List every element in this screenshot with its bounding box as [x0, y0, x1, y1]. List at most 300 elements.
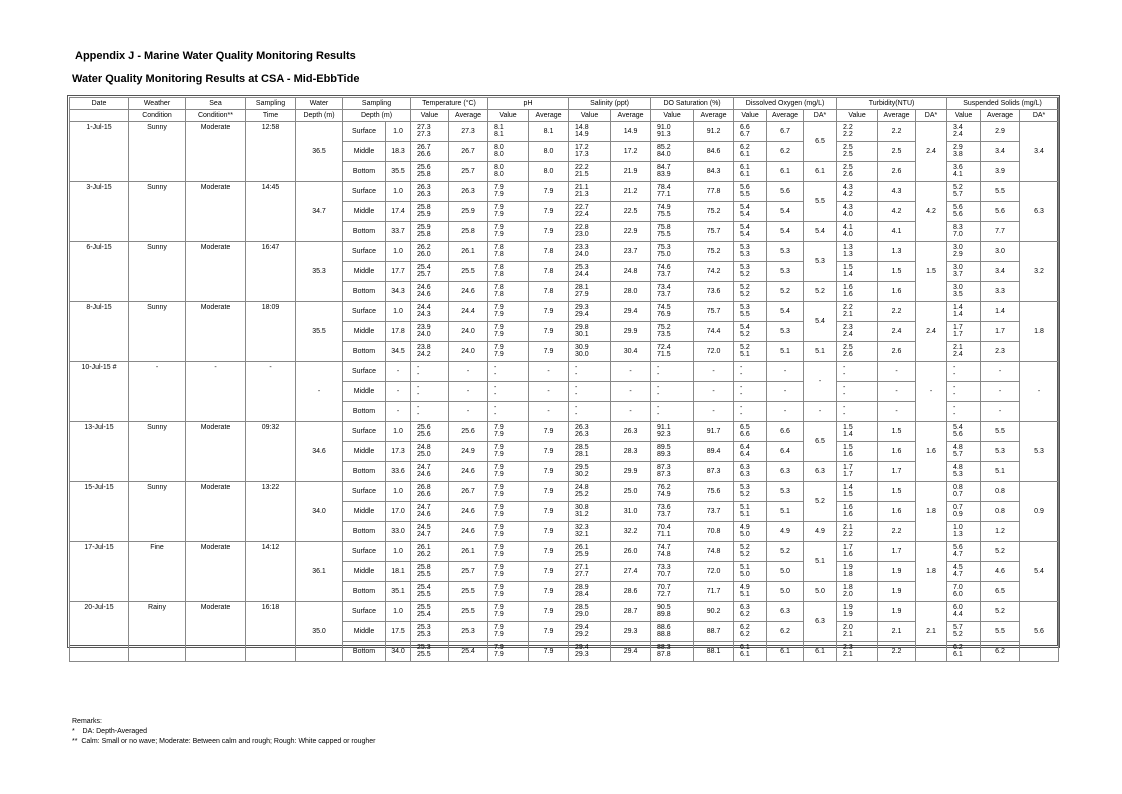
ph-values-reading-2: 8.0	[494, 170, 504, 178]
turbidity-values	[837, 402, 878, 422]
temperature-values-reading-1: 26.8	[417, 484, 431, 491]
dissolved-oxygen-values-reading-1: -	[740, 364, 743, 371]
level-cell: Surface	[343, 602, 386, 622]
header-row-1	[70, 98, 1059, 110]
turbidity-values	[837, 222, 878, 242]
header-row-2	[70, 110, 1059, 122]
ph-values-reading-1: 7.9	[494, 184, 504, 191]
appendix-title: Appendix J - Marine Water Quality Monitoring Results	[75, 50, 356, 62]
dissolved-oxygen-values	[734, 162, 767, 182]
suspended-solids-values-reading-1: 0.7	[953, 504, 963, 511]
temperature-values-reading-2: 25.8	[417, 170, 431, 178]
salinity-average: 21.2	[611, 182, 651, 202]
salinity-values	[569, 162, 611, 182]
suspended-solids-values-reading-2: 6.0	[953, 590, 963, 598]
dissolved-oxygen-values-reading-1: 5.6	[740, 184, 750, 191]
table-row	[70, 602, 1059, 622]
suspended-solids-values-reading-1: 0.8	[953, 484, 963, 491]
do-saturation-values-reading-1: -	[657, 404, 660, 411]
temperature-average: 24.0	[449, 342, 488, 362]
suspended-solids-da: 5.6	[1020, 602, 1059, 662]
turbidity-da: 1.6	[916, 422, 947, 482]
dissolved-oxygen-values	[734, 642, 767, 662]
temperature-values-reading-2: 25.5	[417, 570, 431, 578]
ph-values-reading-1: 7.9	[494, 464, 504, 471]
ph-values-reading-2: 7.9	[494, 350, 504, 358]
dissolved-oxygen-values	[734, 582, 767, 602]
ph-values-reading-2: 8.0	[494, 150, 504, 158]
ph-average: 7.8	[529, 262, 569, 282]
dissolved-oxygen-da: 6.5	[804, 122, 837, 162]
turbidity-values	[837, 342, 878, 362]
temperature-values-reading-2: 26.6	[417, 150, 431, 158]
turbidity-values-reading-2: 2.1	[843, 310, 853, 318]
turbidity-values	[837, 522, 878, 542]
suspended-solids-values	[947, 602, 981, 622]
do-saturation-values-reading-1: 89.5	[657, 444, 671, 451]
turbidity-average: 1.5	[878, 262, 916, 282]
turbidity-average: 2.2	[878, 302, 916, 322]
temperature-values	[411, 362, 449, 382]
salinity-values-reading-2: 32.1	[575, 530, 589, 538]
salinity-values	[569, 582, 611, 602]
water-depth-cell: 34.6	[296, 422, 343, 482]
salinity-values-reading-1: 30.9	[575, 344, 589, 351]
dissolved-oxygen-values	[734, 322, 767, 342]
turbidity-average: 1.6	[878, 282, 916, 302]
do-saturation-values-reading-1: 70.4	[657, 524, 671, 531]
temperature-values-reading-1: 24.7	[417, 504, 431, 511]
ph-values-reading-1: 8.0	[494, 144, 504, 151]
turbidity-values	[837, 582, 878, 602]
ph-values	[488, 582, 529, 602]
do-saturation-values-reading-2: 75.5	[657, 230, 671, 238]
level-cell: Middle	[343, 562, 386, 582]
level-cell: Bottom	[343, 162, 386, 182]
do-saturation-values-reading-1: 73.3	[657, 564, 671, 571]
turbidity-values	[837, 302, 878, 322]
salinity-values-reading-2: -	[575, 390, 578, 398]
turbidity-values-reading-2: 1.4	[843, 430, 853, 438]
dissolved-oxygen-values	[734, 602, 767, 622]
turbidity-average: 1.7	[878, 462, 916, 482]
do-saturation-average: 91.2	[694, 122, 734, 142]
sampling-depth-cell: 1.0	[386, 302, 411, 322]
suspended-solids-values-reading-2: 5.7	[953, 190, 963, 198]
col-do-saturation: DO Saturation (%)	[651, 98, 734, 110]
dissolved-oxygen-values-reading-2: 5.2	[740, 490, 750, 498]
dissolved-oxygen-values-reading-1: 6.6	[740, 124, 750, 131]
do-saturation-values-reading-1: 85.2	[657, 144, 671, 151]
temperature-values-reading-1: 23.9	[417, 324, 431, 331]
dissolved-oxygen-values-reading-2: 6.2	[740, 610, 750, 618]
ph-values-reading-1: 7.9	[494, 584, 504, 591]
dissolved-oxygen-values	[734, 622, 767, 642]
salinity-values	[569, 282, 611, 302]
salinity-average: -	[611, 402, 651, 422]
dissolved-oxygen-da-bottom: -	[804, 402, 837, 422]
salinity-average: 27.4	[611, 562, 651, 582]
ph-average: 8.0	[529, 162, 569, 182]
level-cell: Surface	[343, 482, 386, 502]
remark-text: Calm: Small or no wave; Moderate: Between calm and rough; Rough: White capped or rougher	[81, 738, 376, 745]
do-saturation-values-reading-2: -	[657, 370, 660, 378]
suspended-solids-values-reading-2: 5.3	[953, 470, 963, 478]
dissolved-oxygen-average: -	[767, 402, 804, 422]
temperature-average: 26.1	[449, 542, 488, 562]
turbidity-values-reading-1: -	[843, 404, 846, 411]
ph-values-reading-1: 7.9	[494, 624, 504, 631]
salinity-average: -	[611, 382, 651, 402]
ph-values	[488, 502, 529, 522]
salinity-average: 29.3	[611, 622, 651, 642]
ph-average: 7.9	[529, 522, 569, 542]
suspended-solids-values	[947, 422, 981, 442]
do-saturation-average: 89.4	[694, 442, 734, 462]
do-saturation-values-reading-2: 75.0	[657, 250, 671, 258]
salinity-values-reading-1: 32.3	[575, 524, 589, 531]
salinity-values-reading-2: 22.4	[575, 210, 589, 218]
temperature-values	[411, 242, 449, 262]
level-cell: Bottom	[343, 402, 386, 422]
salinity-average: 17.2	[611, 142, 651, 162]
salinity-average: 28.6	[611, 582, 651, 602]
suspended-solids-values	[947, 222, 981, 242]
suspended-solids-da: 0.9	[1020, 482, 1059, 542]
temperature-average: 24.9	[449, 442, 488, 462]
salinity-values-reading-1: 29.8	[575, 324, 589, 331]
do-saturation-values	[651, 162, 694, 182]
sampling-depth-cell: 18.3	[386, 142, 411, 162]
do-saturation-values-reading-1: -	[657, 364, 660, 371]
sampling-depth-cell: 17.0	[386, 502, 411, 522]
sampling-depth-cell: 18.1	[386, 562, 411, 582]
turbidity-values	[837, 322, 878, 342]
salinity-values-reading-1: -	[575, 364, 578, 371]
ph-values-reading-2: 7.9	[494, 590, 504, 598]
temperature-average: 25.6	[449, 422, 488, 442]
salinity-average: 25.0	[611, 482, 651, 502]
ph-values	[488, 222, 529, 242]
temperature-values-reading-2: -	[417, 410, 420, 418]
ph-average: 7.9	[529, 322, 569, 342]
turbidity-values-reading-1: 2.3	[843, 324, 853, 331]
suspended-solids-values-reading-2: 0.9	[953, 510, 963, 518]
level-cell: Surface	[343, 242, 386, 262]
ph-values	[488, 282, 529, 302]
ph-values-reading-1: -	[494, 364, 497, 371]
turbidity-values-reading-1: 2.1	[843, 524, 853, 531]
suspended-solids-values-reading-1: 7.0	[953, 584, 963, 591]
temperature-values	[411, 522, 449, 542]
suspended-solids-values	[947, 122, 981, 142]
water-depth-cell: 35.0	[296, 602, 343, 662]
ph-values-reading-1: 7.9	[494, 604, 504, 611]
sampling-time-cell: 12:58	[246, 122, 296, 182]
dissolved-oxygen-values-reading-2: 5.0	[740, 570, 750, 578]
ph-values	[488, 202, 529, 222]
turbidity-da: 4.2	[916, 182, 947, 242]
do-saturation-values	[651, 642, 694, 662]
col-dissolved-oxygen: Dissolved Oxygen (mg/L)	[734, 98, 837, 110]
water-depth-cell: -	[296, 362, 343, 422]
turbidity-average: 4.2	[878, 202, 916, 222]
suspended-solids-average: 5.3	[981, 442, 1020, 462]
temperature-values-reading-1: 25.8	[417, 204, 431, 211]
suspended-solids-average: 5.2	[981, 542, 1020, 562]
temperature-values-reading-1: 25.6	[417, 164, 431, 171]
temperature-values	[411, 222, 449, 242]
table-row	[70, 242, 1059, 262]
ph-average: 7.9	[529, 342, 569, 362]
temperature-values-reading-1: 25.8	[417, 564, 431, 571]
temperature-average: 26.7	[449, 482, 488, 502]
do-saturation-values-reading-1: 74.6	[657, 264, 671, 271]
do-saturation-average: 88.1	[694, 642, 734, 662]
turbidity-values	[837, 442, 878, 462]
dissolved-oxygen-values	[734, 562, 767, 582]
ph-values	[488, 402, 529, 422]
do-saturation-average: 74.2	[694, 262, 734, 282]
dissolved-oxygen-values-reading-1: 6.2	[740, 624, 750, 631]
do-saturation-values	[651, 622, 694, 642]
do-saturation-values-reading-2: 87.3	[657, 470, 671, 478]
suspended-solids-average: 5.2	[981, 602, 1020, 622]
sampling-depth-cell: 17.5	[386, 622, 411, 642]
temperature-values-reading-1: 25.3	[417, 624, 431, 631]
do-saturation-values	[651, 242, 694, 262]
suspended-solids-average: -	[981, 402, 1020, 422]
turbidity-values-reading-1: 1.9	[843, 564, 853, 571]
suspended-solids-values-reading-2: 2.9	[953, 250, 963, 258]
turbidity-values-reading-1: -	[843, 384, 846, 391]
salinity-values	[569, 642, 611, 662]
sampling-depth-cell: 1.0	[386, 242, 411, 262]
suspended-solids-values-reading-1: 1.7	[953, 324, 963, 331]
salinity-values-reading-2: 23.0	[575, 230, 589, 238]
temperature-values	[411, 342, 449, 362]
suspended-solids-values	[947, 282, 981, 302]
dissolved-oxygen-values-reading-2: 6.6	[740, 430, 750, 438]
level-cell: Middle	[343, 622, 386, 642]
salinity-average: 29.4	[611, 642, 651, 662]
salinity-values-reading-1: 29.4	[575, 624, 589, 631]
sub-da: DA*	[1020, 110, 1059, 122]
ph-values-reading-2: 7.9	[494, 650, 504, 658]
level-cell: Middle	[343, 502, 386, 522]
dissolved-oxygen-da: 6.5	[804, 422, 837, 462]
do-saturation-average: 91.7	[694, 422, 734, 442]
dissolved-oxygen-values	[734, 142, 767, 162]
suspended-solids-values-reading-1: 3.0	[953, 284, 963, 291]
temperature-values	[411, 302, 449, 322]
do-saturation-values-reading-1: 88.6	[657, 624, 671, 631]
temperature-average: 26.1	[449, 242, 488, 262]
dissolved-oxygen-values	[734, 262, 767, 282]
suspended-solids-values-reading-1: 6.2	[953, 644, 963, 651]
ph-average: -	[529, 402, 569, 422]
ph-values-reading-2: 7.9	[494, 630, 504, 638]
sub-value: Value	[734, 110, 767, 122]
temperature-values	[411, 502, 449, 522]
suspended-solids-values-reading-1: -	[953, 384, 956, 391]
ph-values-reading-1: 7.9	[494, 344, 504, 351]
salinity-values-reading-2: 25.9	[575, 550, 589, 558]
temperature-values-reading-2: 25.7	[417, 270, 431, 278]
level-cell: Surface	[343, 122, 386, 142]
turbidity-average: 2.2	[878, 522, 916, 542]
suspended-solids-average: 6.2	[981, 642, 1020, 662]
dissolved-oxygen-values	[734, 482, 767, 502]
sampling-depth-cell: 1.0	[386, 482, 411, 502]
temperature-values-reading-1: 24.7	[417, 464, 431, 471]
suspended-solids-values-reading-1: 3.0	[953, 264, 963, 271]
turbidity-average: 2.5	[878, 142, 916, 162]
do-saturation-values-reading-1: 75.3	[657, 244, 671, 251]
temperature-values-reading-1: 25.4	[417, 264, 431, 271]
dissolved-oxygen-values-reading-1: 5.2	[740, 544, 750, 551]
salinity-values	[569, 522, 611, 542]
ph-average: 7.9	[529, 462, 569, 482]
turbidity-values-reading-1: 2.2	[843, 124, 853, 131]
dissolved-oxygen-average: 5.4	[767, 222, 804, 242]
suspended-solids-values-reading-1: 2.9	[953, 144, 963, 151]
ph-values-reading-1: 7.9	[494, 324, 504, 331]
turbidity-da: 1.5	[916, 242, 947, 302]
turbidity-values-reading-1: 2.5	[843, 344, 853, 351]
suspended-solids-values	[947, 402, 981, 422]
suspended-solids-values-reading-2: -	[953, 390, 956, 398]
suspended-solids-values-reading-2: 5.6	[953, 210, 963, 218]
turbidity-values-reading-1: 1.5	[843, 444, 853, 451]
temperature-values-reading-2: 25.5	[417, 590, 431, 598]
do-saturation-average: 73.6	[694, 282, 734, 302]
turbidity-values	[837, 262, 878, 282]
suspended-solids-values-reading-1: 5.7	[953, 624, 963, 631]
temperature-values-reading-1: -	[417, 384, 420, 391]
turbidity-values-reading-1: 1.4	[843, 484, 853, 491]
salinity-average: 22.5	[611, 202, 651, 222]
dissolved-oxygen-average: 5.1	[767, 342, 804, 362]
temperature-values-reading-2: 27.3	[417, 130, 431, 138]
salinity-values	[569, 622, 611, 642]
temperature-values	[411, 642, 449, 662]
temperature-values	[411, 382, 449, 402]
dissolved-oxygen-average: 5.6	[767, 182, 804, 202]
do-saturation-values-reading-2: 89.8	[657, 610, 671, 618]
salinity-values-reading-2: 31.2	[575, 510, 589, 518]
sampling-time-cell: 14:12	[246, 542, 296, 602]
turbidity-values-reading-2: 2.2	[843, 130, 853, 138]
suspended-solids-values	[947, 382, 981, 402]
dissolved-oxygen-average: 5.3	[767, 322, 804, 342]
dissolved-oxygen-average: 6.1	[767, 162, 804, 182]
temperature-values	[411, 402, 449, 422]
sub-average: Average	[529, 110, 569, 122]
turbidity-values-reading-2: 1.3	[843, 250, 853, 258]
temperature-values	[411, 162, 449, 182]
temperature-values-reading-2: 25.6	[417, 430, 431, 438]
turbidity-values-reading-2: 1.4	[843, 270, 853, 278]
sampling-time-cell: 14:45	[246, 182, 296, 242]
dissolved-oxygen-values-reading-2: 5.0	[740, 530, 750, 538]
do-saturation-average: 75.2	[694, 242, 734, 262]
temperature-values-reading-2: 24.3	[417, 310, 431, 318]
salinity-values	[569, 562, 611, 582]
salinity-average: 29.4	[611, 302, 651, 322]
turbidity-values-reading-2: 2.2	[843, 530, 853, 538]
col-sampling-time: Sampling	[246, 98, 296, 110]
dissolved-oxygen-average: 5.0	[767, 562, 804, 582]
salinity-average: 21.9	[611, 162, 651, 182]
sampling-time-cell: -	[246, 362, 296, 422]
salinity-values-reading-2: 27.9	[575, 290, 589, 298]
ph-values-reading-1: 7.9	[494, 424, 504, 431]
sampling-time-cell: 16:47	[246, 242, 296, 302]
do-saturation-values-reading-2: 74.8	[657, 550, 671, 558]
turbidity-da: 2.1	[916, 602, 947, 662]
suspended-solids-values-reading-2: 5.6	[953, 430, 963, 438]
temperature-values	[411, 282, 449, 302]
turbidity-values-reading-1: 2.0	[843, 624, 853, 631]
ph-average: -	[529, 362, 569, 382]
suspended-solids-average: 6.5	[981, 582, 1020, 602]
suspended-solids-values-reading-1: 4.5	[953, 564, 963, 571]
turbidity-average: 4.1	[878, 222, 916, 242]
suspended-solids-values-reading-2: 2.4	[953, 350, 963, 358]
dissolved-oxygen-average: 5.2	[767, 282, 804, 302]
dissolved-oxygen-average: 5.3	[767, 262, 804, 282]
turbidity-values	[837, 242, 878, 262]
sub-value: Value	[947, 110, 981, 122]
salinity-values-reading-2: 26.3	[575, 430, 589, 438]
ph-average: 7.9	[529, 602, 569, 622]
sampling-depth-cell: 34.3	[386, 282, 411, 302]
sub-average: Average	[767, 110, 804, 122]
temperature-values-reading-1: 25.4	[417, 584, 431, 591]
do-saturation-values-reading-2: 72.7	[657, 590, 671, 598]
do-saturation-values-reading-1: 91.0	[657, 124, 671, 131]
ph-average: 7.9	[529, 642, 569, 662]
salinity-values-reading-1: 28.5	[575, 444, 589, 451]
salinity-values-reading-2: 21.5	[575, 170, 589, 178]
salinity-values-reading-1: 27.1	[575, 564, 589, 571]
do-saturation-average: 75.6	[694, 482, 734, 502]
sampling-depth-cell: 35.1	[386, 582, 411, 602]
suspended-solids-da: 5.3	[1020, 422, 1059, 482]
salinity-values	[569, 182, 611, 202]
salinity-values	[569, 542, 611, 562]
do-saturation-values-reading-1: 72.4	[657, 344, 671, 351]
ph-average: 7.9	[529, 542, 569, 562]
col-suspended-solids: Suspended Solids (mg/L)	[947, 98, 1059, 110]
suspended-solids-values-reading-2: 4.7	[953, 570, 963, 578]
suspended-solids-values-reading-1: 2.1	[953, 344, 963, 351]
temperature-values	[411, 422, 449, 442]
turbidity-values-reading-2: 2.0	[843, 590, 853, 598]
temperature-average: 25.5	[449, 602, 488, 622]
salinity-values-reading-1: 28.5	[575, 604, 589, 611]
dissolved-oxygen-values-reading-2: 5.2	[740, 290, 750, 298]
weather-cell: Sunny	[129, 302, 186, 362]
do-saturation-values	[651, 182, 694, 202]
suspended-solids-values-reading-1: 4.8	[953, 464, 963, 471]
ph-values-reading-1: 7.9	[494, 524, 504, 531]
do-saturation-values	[651, 522, 694, 542]
ph-values	[488, 442, 529, 462]
turbidity-values-reading-1: 2.2	[843, 304, 853, 311]
suspended-solids-average: 1.4	[981, 302, 1020, 322]
